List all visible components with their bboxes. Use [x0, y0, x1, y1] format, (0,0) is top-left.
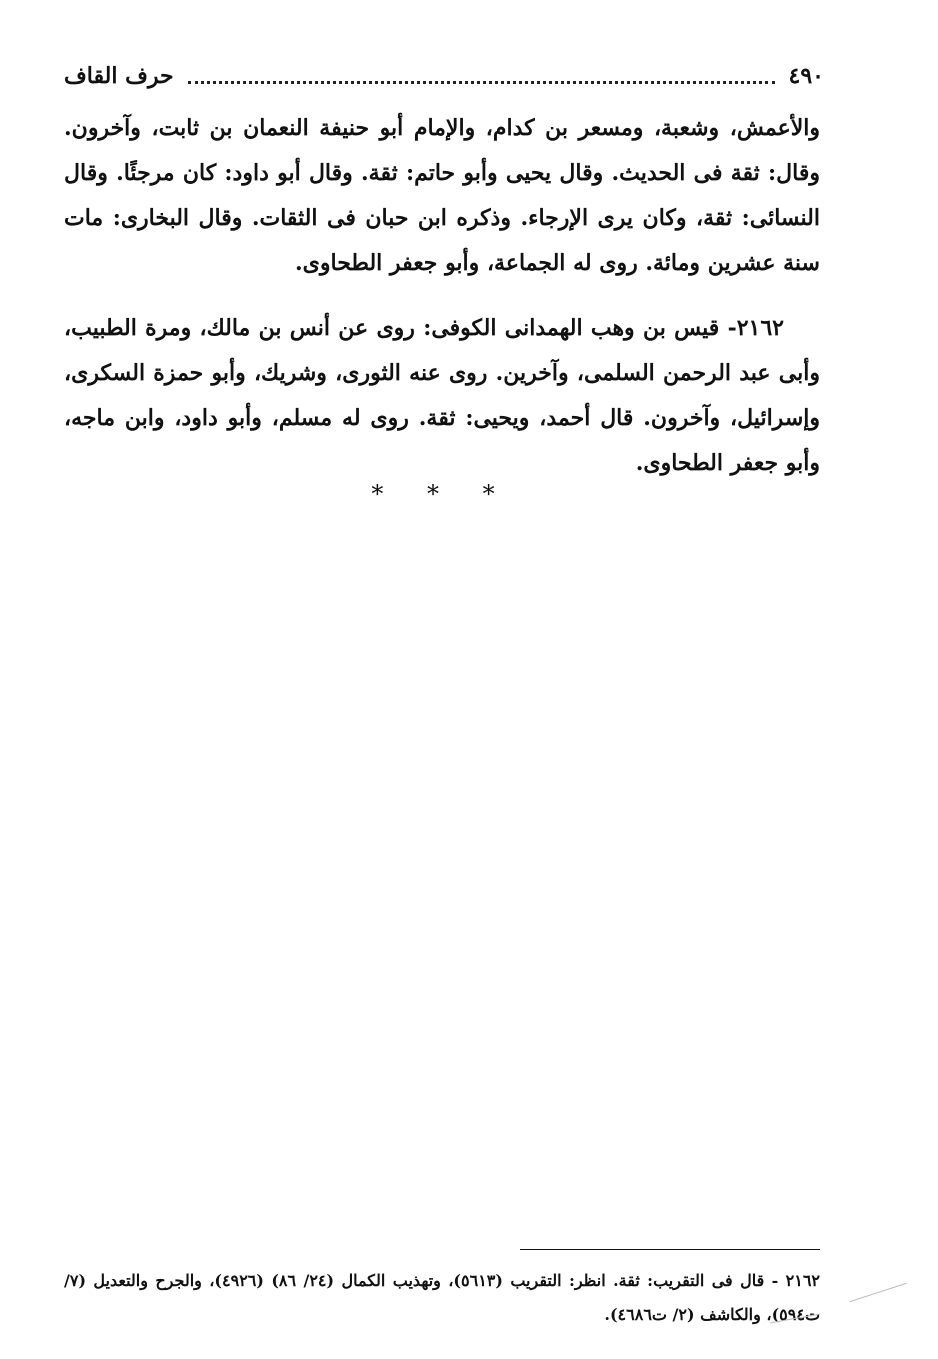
paragraph-continuation: والأعمش، وشعبة، ومسعر بن كدام، والإمام أبو حنيفة النعمان بن ثابت، وآخرون. وقال: ثقة فى الحديث. وقال يحيى وأبو حاتم: ثقة. وقال أبو داود: كان مرجئًا. وقال النسائى: ثقة، وكان يرى الإرجاء. وذكره ابن حبان فى الثقات. وقال البخارى: مات سنة عشرين ومائة. روى له الجماعة، وأبو جعفر الطحاوى.	[64, 115, 820, 276]
main-text	[64, 106, 820, 486]
footnote-divider	[520, 1249, 820, 1250]
scan-artifact-line	[849, 1283, 906, 1302]
header-dotted-leader	[188, 69, 775, 84]
paragraph-entry-2162: ٢١٦٢- قيس بن وهب الهمدانى الكوفى: روى عن أنس بن مالك، ومرة الطبيب، وأبى عبد الرحمن السلمى، وآخرين. روى عنه الثورى، وشريك، وأبو حمزة السكرى، وإسرائيل، وآخرون. قال أحمد، ويحيى: ثقة. روى له مسلم، وأبو داود، وابن ماجه، وأبو جعفر الطحاوى.	[64, 315, 820, 476]
footnotes	[64, 1264, 820, 1332]
section-separator: * * *	[371, 480, 513, 508]
running-title: حرف القاف	[64, 63, 174, 89]
footnote-2162: ٢١٦٢ - قال فى التقريب: ثقة. انظر: التقريب (٥٦١٣)، وتهذيب الكمال (٢٤/ ٨٦) (٤٩٢٦)، والجرح والتعديل (٧/ ت٥٩٤)، والكاشف (٢/ ت٤٦٨٦).	[64, 1271, 820, 1324]
page-number: ٤٩٠	[788, 63, 824, 89]
page-header	[64, 58, 824, 94]
